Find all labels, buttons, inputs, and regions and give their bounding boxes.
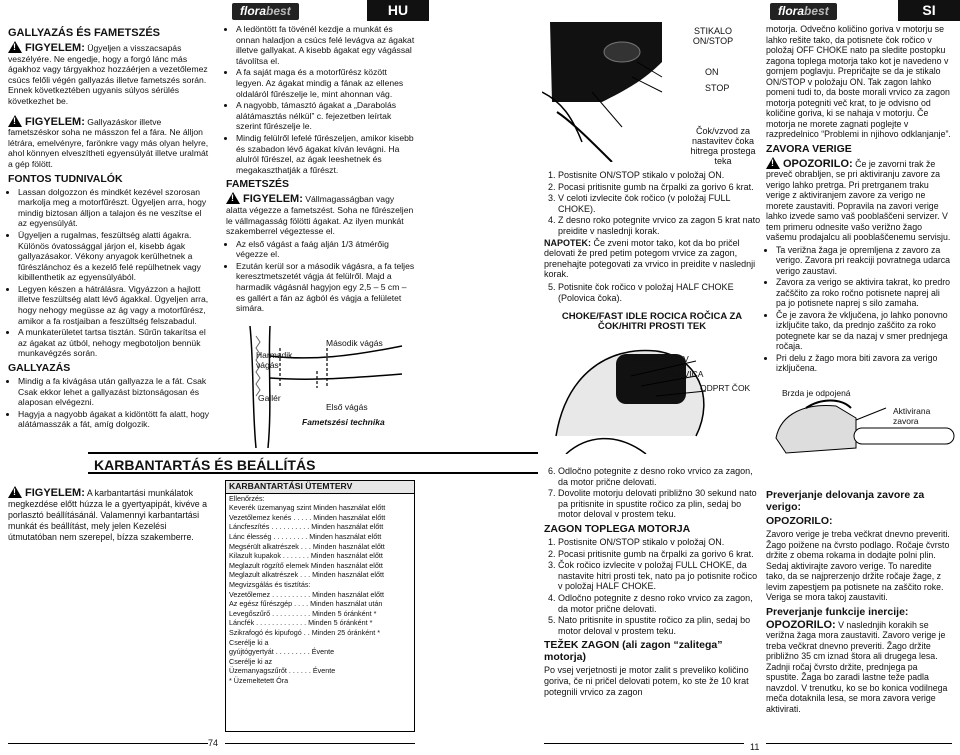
list-item: • Lassan dolgozzon és mindkét kezével szorosan markolja meg a motorfűrészt. Ügyeljen arra, hogy mindig biztosan álljon a talajon és ne veszítse el az egyensúlyát. bbox=[18, 187, 212, 229]
schedule-row: Vezetőlemez . . . . . . . . . . Minden használat előtt bbox=[229, 589, 385, 599]
note-label: NAPOTEK: bbox=[544, 237, 591, 248]
list-item: • Ta verižna žaga je opremljena z zavoro za verigo. Zavora pri reakciji povratnega udarca verigo zaustavi. bbox=[776, 245, 952, 277]
inertia-text: V naslednjih korakih se verižna žaga mora zaustaviti. Zavoro verige je treba večkrat dnevno preveriti. Žago držite približno 35 cm iznad štora ali drugega lesa. Zadnji ročaj čvrsto držite, prednjega pa spustite. Žaga bo zaradi lastne teže padla navzdol. V trenutku, ko se bo konica vodilnega meča dotaknila lesa, se mora zavora verige aktivirati. bbox=[766, 619, 948, 714]
label-third-cut: Harmadik vágás bbox=[256, 350, 293, 370]
list-item: • A nagyobb, támasztó ágakat a „Darabolás alátámasztás nélkül” c. fejezetben leírtak szerint fűrészelje le. bbox=[236, 100, 416, 132]
florabest-logo: florabest bbox=[232, 3, 299, 20]
list-item: • Mindig felülről lefelé fűrészeljen, amikor kisebb és szabadon lévő ágakat kíván levágni. Ha alulról fűrészel, az ágak leeshetnek és megakaszthatják a fűrészt. bbox=[236, 133, 416, 175]
label-brake-released: Brzda je odpojená bbox=[782, 388, 851, 398]
schedule-row: Cserélje ki a bbox=[229, 637, 269, 647]
right-col-4b bbox=[766, 486, 952, 716]
left-col-2 bbox=[226, 24, 416, 315]
schedule-title: KARBANTARTÁSI ÜTEMTERV bbox=[226, 481, 414, 494]
right-col-4a bbox=[766, 24, 952, 375]
step-item: 2. Pocasi pritisnite gumb na črpalki za gorivo 6 krat. bbox=[558, 182, 764, 193]
list-item: • Mindig a fa kivágása után gallyazza le a fát. Csak Csak ekkor lehet a gallyazást biztonságosan és alaposan elvégezni. bbox=[18, 376, 212, 408]
warning-icon bbox=[8, 486, 22, 498]
list-item: • Ezután kerül sor a második vágásra, a fa teljes keresztmetszetét vágja át felülről. Majd a harmadik vágásnál hagyjon egy 2,5 – 5 cm – es gallért a fán az ágból és vágja a felületet simára. bbox=[236, 261, 416, 314]
list-item: • Če je zavora že vključena, jo lahko ponovno izključite tako, da prednjo zaščito za roko potegnete kar se da nazaj v smer prednjega ročaja. bbox=[776, 310, 952, 352]
schedule-row: * Üzemeltetett Óra bbox=[229, 675, 289, 685]
page-number-left: 74 bbox=[208, 738, 219, 748]
schedule-row: Meglazult alkatrészek . . . Minden használat előtt bbox=[229, 570, 385, 580]
branch-line bbox=[270, 374, 402, 379]
list-item: • Pri delu z žago mora biti zavora za verigo izključena. bbox=[776, 353, 952, 374]
gallyazas-cont-list bbox=[226, 24, 416, 175]
list-item: • Ügyeljen a rugalmas, feszültség alatti ágakra. Különös óvatossággal járjon el, kisebb ágak gallyazásakor. Vékony anyagok kerülhetnek a fűrészlánchoz és a kezelő felé repülhetnek vagy kibillenthetik az egyensúlyából. bbox=[18, 230, 212, 283]
schedule-row: Levegőszűrő . . . . . . . . . . Minden 5 óránként * bbox=[229, 608, 377, 618]
brake-check-text: Zavoro verige je treba večkrat dnevno preveriti. Žago poižene na čvrsto podlago. Ročaje čvrsto držite z obema rokama in dodajte polni plin. Sedaj aktivirajte zavoro verige. To naredite tako, da se najprerzenjo držite ročaje žage, z levim zapestjem pa potisnete na zaščito roke. Veriga se mora takoj zaustaviti. bbox=[766, 529, 950, 602]
maintenance-schedule bbox=[225, 480, 415, 732]
warning-text: Če je zavorni trak že preveč obrabljen, se pri aktiviranju zavore za verigo lahko pretrga. Pri pretrganem traku verige z aktiviranjem zavore za verigo ne morete zaustaviti. Popravila na zavori verige lahko izvede samo vaš pooblaščeni servizer. V tem primeru odnesite vašo verižno žago vašemu prodajalcu ali pooblaščenemu servisju. bbox=[766, 158, 951, 242]
label-stikalo: STIKALO ON/STOP bbox=[692, 26, 734, 46]
cold-start-steps-cont bbox=[544, 466, 764, 520]
switch-body bbox=[604, 42, 640, 62]
list-item: • A munkaterületet tartsa tisztán. Sűrűn takarítsa el az ágakat az útból, nehogy megbotoljon bennük munkavégzés során. bbox=[18, 327, 212, 359]
florabest-logo: florabest bbox=[770, 3, 837, 20]
warning-icon bbox=[8, 115, 22, 127]
schedule-row: Kilazult kupakok . . . . . . . Minden használat előtt bbox=[229, 551, 383, 561]
section-title-hard-start: TEŽEK ZAGON (ali zagon “zalitega” motorja) bbox=[544, 639, 723, 664]
step-item: 5. Potisnite čok ročico v položaj HALF CHOKE (Polovica čoka). bbox=[558, 282, 764, 303]
engine-controls-figure bbox=[542, 22, 670, 162]
section-title-gallyazas-fametszes: GALLYAZÁS ÉS FAMETSZÉS bbox=[8, 27, 160, 39]
step-item: 3. V celoti izvlecite čok ročico (v položaj FULL CHOKE). bbox=[558, 193, 764, 214]
warning-label: OPOZORILO: bbox=[766, 515, 833, 527]
warning-text: A karbantartási munkálatok megkezdése előtt húzza le a gyertyapipát, kivéve a porlasztó beállításánál. Valamennyi karbantartási munkát és beállítást, mely jelen Kezelési útmutatóban nem szerepel, bízza szakemberre. bbox=[8, 488, 208, 542]
footer-rule bbox=[8, 743, 208, 744]
warning-icon bbox=[8, 41, 22, 53]
warning-text: Ügyeljen a visszacsapás veszélyére. Ne engedje, hogy a forgó lánc más ágakhoz vagy tárgyakhoz hozzáérjen a vezetőlemez csúcs felőli végén gallyazás illetve fametszés során. Ennek következtében ugyanis súlyos sérülés következhet be. bbox=[8, 43, 208, 106]
step-item: 4. Z desno roko potegnite vrvico za zagon 5 krat nato preidite v naslednji korak. bbox=[558, 215, 764, 236]
schedule-row: Az egész fűrészgép . . . . Minden használat után bbox=[229, 599, 383, 609]
section-title-inertia: Preverjanje funkcije inercije: bbox=[766, 605, 909, 618]
label-odprt-cok: ODPRT ČOK bbox=[700, 383, 751, 393]
schedule-row: Ellenőrzés: bbox=[229, 493, 265, 503]
flooded-text: motorja. Odvečno količino goriva v motorju se lahko rešite tako, da potisnete čok ročico v položaj OFF CHOKE nato pa sledite postopku zagona toplega motorja tako kot je navedeno v gornjem poglavju. Prepričajte se da je stikalo ON/STOP v položaju ON. Tak zagon lahko pomeni tudi to, da boste morali vrvico za zagon motorja potegniti več krat, to je odvisno od količine goriva, ki se nahaja v motorju. Če motorja ne morete zagnati poglejte v razpredelnico “Problemi in njihovo odklanjanje”. bbox=[766, 24, 951, 139]
section-title-gallyazas: GALLYAZÁS bbox=[8, 362, 71, 375]
label-zaustavitev: ZAUSTAVITEV bbox=[632, 354, 689, 364]
warning-text: Vállmagasságban vagy alatta végezze a fametszést. Soha ne fűrészeljen le vállmagasság fölötti ágakat. Az ilyen munkát szakemberrel végeztesse el. bbox=[226, 194, 414, 237]
language-tab-hu: HU bbox=[367, 0, 429, 21]
figure-caption: Fametszési technika bbox=[302, 417, 385, 427]
schedule-row: Vezetőlemez kenés . . . . . Minden használat előtt bbox=[229, 512, 386, 522]
warning-label: FIGYELEM: bbox=[25, 42, 85, 54]
leader-line bbox=[632, 77, 662, 92]
list-item: • Legyen készen a hátrálásra. Vigyázzon a hajlott illetve feszültség alatt lévő ágakkal. Ügyeljen arra, hogy nehogy megüsse az ág vagy a motorfűrész, amikor a fa rostjaiban a feszültség felszabadul. bbox=[18, 284, 212, 326]
warning-icon bbox=[766, 157, 780, 169]
note-text: Če zveni motor tako, kot da bo pričel delovati že pred petim potegom vrvice za zagon, prenehajte potegovati za vrvico in preidite v naslednji korak. bbox=[544, 237, 756, 280]
cold-start-steps bbox=[544, 170, 764, 237]
section-title-fontos: FONTOS TUDNIVALÓK bbox=[8, 172, 123, 185]
schedule-row: Szikrafogó és kipufogó . . Minden 25 óránként * bbox=[229, 627, 381, 637]
fontos-list bbox=[8, 187, 212, 360]
figure-title-choke: CHOKE/FAST IDLE ROCICA ROČICA ZA ČOK/HITRI PROSTI TEK bbox=[561, 311, 743, 332]
label-polovica: POLOVICA bbox=[660, 369, 704, 379]
schedule-row: gyújtógyertyát . . . . . . . . . Évente bbox=[229, 647, 335, 657]
footer-rule bbox=[766, 743, 952, 744]
section-title-warm-start: ZAGON TOPLEGA MOTORJA bbox=[544, 522, 691, 535]
footer-rule bbox=[225, 743, 415, 744]
label-brake-active: Aktivirana zavora bbox=[893, 406, 931, 426]
step-item: 4. Odločno potegnite z desno roko vrvico za zagon, da motor prične delovati. bbox=[558, 593, 764, 614]
footer-rule bbox=[544, 743, 744, 744]
step-item: 7. Dovolite motorju delovati približno 30 sekund nato pa pritisnite in spustite ročico za plin, sedaj bo motor deloval v prostem teku. bbox=[558, 488, 764, 520]
schedule-row: Lánc élesség . . . . . . . . . Minden használat előtt bbox=[229, 531, 382, 541]
label-choke: Čok/vzvod za nastavitev čoka hitrega prostega teka bbox=[690, 126, 756, 166]
engine-housing bbox=[550, 22, 662, 102]
schedule-row: Keverék üzemanyag szint Minden használat előtt bbox=[229, 503, 386, 513]
warning-label: OPOZORILO: bbox=[783, 157, 853, 170]
page-number-right: 11 bbox=[750, 742, 760, 752]
saw-body bbox=[776, 405, 856, 453]
label-first-cut: Első vágás bbox=[326, 402, 368, 412]
section-title-chain-brake: ZAVORA VERIGE bbox=[766, 142, 852, 155]
trunk-line bbox=[250, 326, 256, 448]
leader-line bbox=[856, 408, 886, 420]
step-item: 1. Postisnite ON/STOP stikalo v položaj ON. bbox=[558, 537, 764, 548]
list-item: • A fa saját maga és a motorfűrész között legyen. Az ágakat mindig a fának az ellenes oldaláról fűrészelje le, mint ahonnan vág. bbox=[236, 67, 416, 99]
gallyazas-list bbox=[8, 376, 212, 430]
warning-text: Gallyazáskor illetve fametszéskor soha ne másszon fel a fára. Ne álljon létrára, emelvényre, farönkre vagy más olyan helyre, ahol könnyen elveszítheti egyensúlyát illetve uralmát a gép fölött. bbox=[8, 116, 209, 169]
label-collar: Gallér bbox=[258, 393, 281, 403]
step-item: 3. Čok ročico izvlecite v položaj FULL CHOKE, da nastavite hitri prosti tek, nato pa jo potisnite ročico v položaj HALF CHOKE. bbox=[558, 560, 764, 592]
list-item: • Az első vágást a faág alján 1/3 átmérőig végezze el. bbox=[236, 239, 416, 260]
label-on: ON bbox=[705, 67, 719, 77]
list-item: • Zavora za verigo se aktivira takrat, ko predro začščito za roko ročno potisnete naprej ali pa jo potisnete naprej s silo zamaha. bbox=[776, 277, 952, 309]
guide-bar bbox=[854, 428, 954, 444]
language-tab-si: SI bbox=[898, 0, 960, 21]
handle-outline bbox=[557, 112, 612, 162]
warning-label: OPOZORILO: bbox=[766, 618, 836, 631]
schedule-row: Üzemanyagszűrőt . . . . . . Évente bbox=[229, 666, 336, 676]
warning-label: FIGYELEM: bbox=[25, 115, 85, 128]
step-item: 6. Odločno potegnite z desno roko vrvico za zagon, da motor prične delovati. bbox=[558, 466, 764, 487]
label-stop: STOP bbox=[705, 83, 730, 93]
hard-start-text: Po vsej verjetnosti je motor zalit s preveliko količino goriva, če ni pričel delovati potem, ko ste že 10 krat potegnili vrvico za zagon bbox=[544, 665, 749, 697]
fametszes-list bbox=[226, 239, 416, 314]
warning-label: FIGYELEM: bbox=[243, 193, 303, 206]
schedule-row: Megsérült alkatrészek . . . Minden használat előtt bbox=[229, 541, 385, 551]
schedule-row: Cserélje ki az bbox=[229, 656, 273, 666]
label-second-cut: Második vágás bbox=[326, 338, 383, 348]
cold-start-step-5 bbox=[544, 282, 764, 303]
pruning-technique-figure bbox=[232, 326, 412, 448]
handle-outline bbox=[566, 439, 646, 454]
schedule-row: Láncfék . . . . . . . . . . . . . Minden 5 óránként * bbox=[229, 618, 373, 628]
step-item: 5. Nato pritisnite in spustite ročico za plin, sedaj bo motor deloval v prostem teku. bbox=[558, 615, 764, 636]
step-item: 2. Pocasi pritisnite gumb na črpalki za gorivo 6 krat. bbox=[558, 549, 764, 560]
chain-brake-list bbox=[766, 245, 952, 374]
schedule-row: Meglazult rögzítő elemek Minden használat előtt bbox=[229, 560, 383, 570]
section-title-fametszes: FAMETSZÉS bbox=[226, 178, 290, 191]
right-col-3b bbox=[544, 466, 764, 699]
schedule-row: Láncfeszítés . . . . . . . . . . Minden használat előtt bbox=[229, 522, 384, 532]
right-col-3a bbox=[544, 170, 764, 304]
list-item: • Hagyja a nagyobb ágakat a kidöntött fa alatt, hogy alátámasszák a fát, amíg dolgozik. bbox=[18, 409, 212, 430]
list-item: • A ledöntött fa tövénél kezdje a munkát és onnan haladjon a csúcs felé levágva az ágakat illetve gallyakat. A kisebb ágakat egy vágással távolítsa el. bbox=[236, 24, 416, 66]
section-title-brake-check: Preverjanje delovanja zavore za verigo: bbox=[766, 489, 925, 513]
warning-icon bbox=[226, 192, 240, 204]
step-item: 1. Postisnite ON/STOP stikalo v položaj ON. bbox=[558, 170, 764, 181]
schedule-row: Megvizsgálás és tisztítás: bbox=[229, 579, 311, 589]
trunk-line bbox=[268, 326, 270, 448]
warm-start-steps bbox=[544, 537, 764, 636]
maintenance-warning bbox=[8, 486, 212, 545]
left-col-1 bbox=[8, 24, 212, 431]
warning-label: FIGYELEM: bbox=[25, 487, 85, 499]
maintenance-banner: KARBANTARTÁS ÉS BEÁLLÍTÁS bbox=[88, 452, 538, 474]
